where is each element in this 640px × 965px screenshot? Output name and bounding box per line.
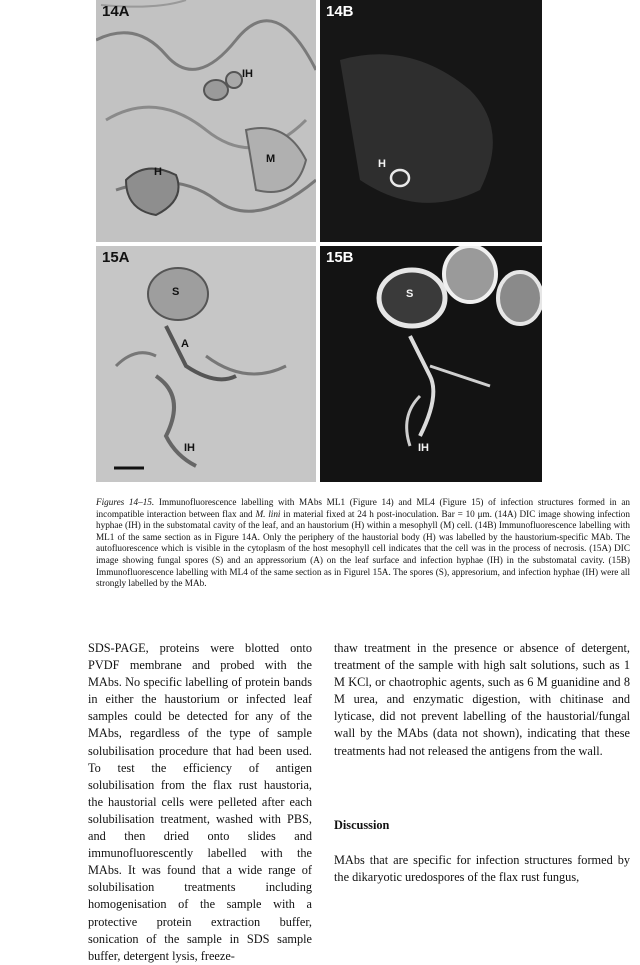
annotation-ih: IH	[418, 442, 429, 454]
panel-15a-image	[96, 246, 316, 482]
panel-15b-image	[320, 246, 542, 482]
annotation-ih: IH	[184, 442, 195, 454]
panel-14b-label: 14B	[326, 3, 354, 20]
annotation-h: H	[154, 166, 162, 178]
annotation-ih: IH	[242, 68, 253, 80]
panel-15a-label: 15A	[102, 249, 130, 266]
caption-prefix: Figures 14–15.	[96, 497, 155, 507]
annotation-a: A	[181, 338, 189, 350]
panel-15a	[96, 246, 316, 482]
discussion-paragraph: MAbs that are specific for infection structures formed by the dikaryotic uredospores of the flax rust fungus,	[334, 853, 630, 885]
body-right-column: thaw treatment in the presence or absence of detergent, treatment of the sample with high salt solutions, such as 1 M KCl, or chaotrophic agents, such as 6 M guanidine and 8 M urea, and enzymatic digestion, with chitinase and lyticase, did not prevent labelling of the haustorial/fungal wall by the MAbs (data not shown), indicating that these treatments had not released the antigens from the wall.	[334, 641, 630, 758]
caption-text-1: Immunofluorescence labelling with MAbs ML1 (Figure 14) and ML4 (Figure 15) of infection structures formed in an incompatible interaction between flax and	[96, 497, 630, 519]
panel-15b	[320, 246, 542, 482]
annotation-s: S	[172, 286, 180, 298]
panel-15b-label: 15B	[326, 249, 354, 266]
annotation-m: M	[266, 153, 276, 165]
annotation-h: H	[378, 158, 386, 170]
annotation-s: S	[406, 288, 414, 300]
caption-text-2: in material fixed at 24 h post-inoculation. Bar = 10 μm. (14A) DIC image showing infection hyphae (IH) in the substomatal cavity of the leaf, and an haustorium (H) within a mesophyll (M) cell. (14B) Immunofluorescence labelling with ML1 of the same section as in Figure 14A. Only the periphery of the haustorial body (H) was labelled by the haustorium-specific MAb. The autofluorescence which is visible in the cytoplasm of the host mesophyll cell indicates that the cell was in the process of necrosis. (15A) DIC image showing fungal spores (S) and an appressorium (A) on the leaf surface and infection hyphae (IH) in the substomatal cavity. (15B) Immunofluorescence labelling with ML4 of the same section as in Figurel 15A. The spores (S), appresorium, and infection hyphae (IH) were all strongly labelled by the MAb.	[96, 508, 630, 589]
panel-14a-image	[96, 0, 316, 242]
panel-14b-image	[320, 0, 542, 242]
panel-14a-label: 14A	[102, 3, 130, 20]
panel-14a	[96, 0, 316, 242]
panel-14b	[320, 0, 542, 242]
body-left-column: SDS-PAGE, proteins were blotted onto PVDF membrane and probed with the MAbs. No specific labelling of protein bands in either the haustorium or infected leaf samples could be detected for any of the MAbs, regardless of the type of sample solubilisation procedure that had been used. To test the efficiency of antigen solubilisation from the flax rust haustoria, the haustorial cells were pelleted after each solubilisation treatment, washed with PBS, and then dried onto slides and immunofluorescently labelled with the MAbs. It was found that a wide range of solubilisation treatments including homogenisation of the sample with a protective protein extraction buffer, sonication of the sample in SDS sample buffer, detergent lysis, freeze-	[88, 641, 312, 963]
figure-caption	[96, 497, 630, 590]
caption-species: M. lini	[255, 508, 281, 519]
section-heading: Discussion	[334, 818, 390, 832]
